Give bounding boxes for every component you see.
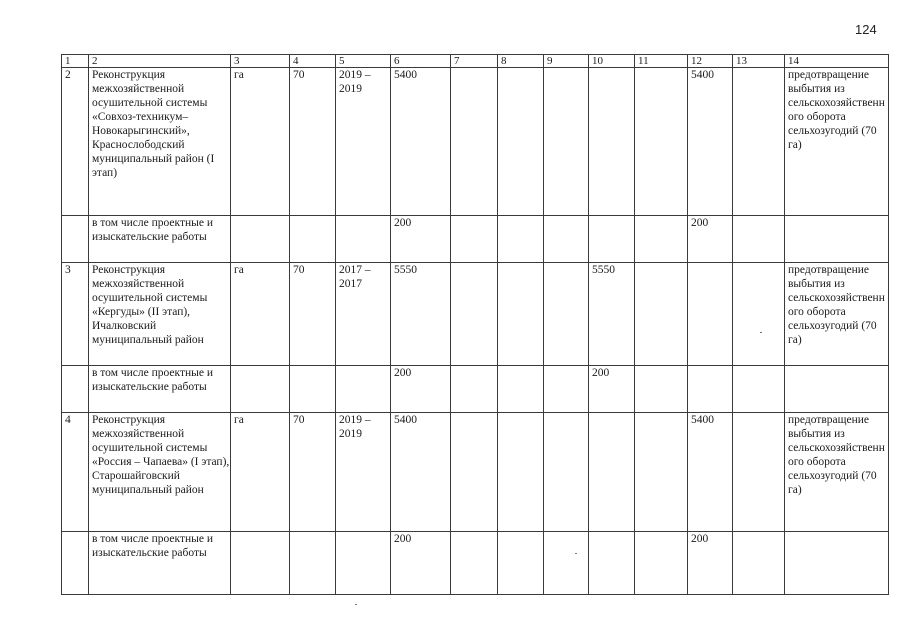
value-cell <box>733 413 785 532</box>
header-row <box>62 55 889 68</box>
period-cell: 2019 – 2019 <box>336 413 391 532</box>
total-cell: 5400 <box>391 68 451 216</box>
header-cell: 1 <box>62 55 89 68</box>
area-cell: 70 <box>290 68 336 216</box>
table-row <box>62 68 889 216</box>
empty-cell <box>451 532 498 595</box>
empty-cell <box>635 366 688 413</box>
empty-cell <box>785 366 889 413</box>
unit-cell: га <box>231 263 290 366</box>
period-cell: 2019 – 2019 <box>336 68 391 216</box>
value-cell <box>451 413 498 532</box>
result-cell: предотвращение выбытия из сельскохозяйственного оборота сельхозугодий (70 га) <box>785 413 889 532</box>
empty-cell <box>231 366 290 413</box>
header-cell: 6 <box>391 55 451 68</box>
value-cell <box>589 413 635 532</box>
total-cell: 5550 <box>391 263 451 366</box>
value-cell <box>635 413 688 532</box>
value-cell <box>544 68 589 216</box>
empty-cell <box>336 532 391 595</box>
empty-cell <box>733 532 785 595</box>
table-subrow <box>62 366 889 413</box>
subrow-description: в том числе проектные и изыскательские работы <box>89 366 231 413</box>
empty-cell <box>635 216 688 263</box>
empty-cell <box>62 216 89 263</box>
header-cell: 4 <box>290 55 336 68</box>
value-cell <box>589 216 635 263</box>
empty-cell <box>498 216 544 263</box>
value-cell: 200 <box>688 216 733 263</box>
empty-cell <box>498 532 544 595</box>
value-cell: 200 <box>688 532 733 595</box>
empty-cell <box>498 366 544 413</box>
project-description: Реконструкция межхозяйственной осушительной системы «Совхоз-техникум–Новокарыгинский», Краснослободский муниципальный район (I этап) <box>89 68 231 216</box>
table-subrow <box>62 216 889 263</box>
empty-cell <box>62 532 89 595</box>
empty-cell <box>336 366 391 413</box>
value-cell: 5550 <box>589 263 635 366</box>
table-subrow <box>62 532 889 595</box>
empty-cell <box>290 366 336 413</box>
value-cell <box>733 263 785 366</box>
header-cell: 11 <box>635 55 688 68</box>
empty-cell <box>544 366 589 413</box>
unit-cell: га <box>231 68 290 216</box>
result-cell: предотвращение выбытия из сельскохозяйственного оборота сельхозугодий (70 га) <box>785 263 889 366</box>
header-cell: 9 <box>544 55 589 68</box>
header-cell: 10 <box>589 55 635 68</box>
scan-speck <box>760 332 762 333</box>
header-cell: 13 <box>733 55 785 68</box>
unit-cell: га <box>231 413 290 532</box>
value-cell <box>544 263 589 366</box>
period-cell: 2017 – 2017 <box>336 263 391 366</box>
total-cell: 5400 <box>391 413 451 532</box>
area-cell: 70 <box>290 413 336 532</box>
empty-cell <box>290 532 336 595</box>
total-cell: 200 <box>391 532 451 595</box>
value-cell <box>635 68 688 216</box>
header-cell: 3 <box>231 55 290 68</box>
header-cell: 5 <box>336 55 391 68</box>
empty-cell <box>231 532 290 595</box>
table-row <box>62 413 889 532</box>
header-cell: 12 <box>688 55 733 68</box>
value-cell <box>589 68 635 216</box>
empty-cell <box>544 532 589 595</box>
row-number: 4 <box>62 413 89 532</box>
empty-cell <box>544 216 589 263</box>
empty-cell <box>336 216 391 263</box>
area-cell: 70 <box>290 263 336 366</box>
value-cell: 5400 <box>688 413 733 532</box>
empty-cell <box>785 216 889 263</box>
value-cell <box>688 366 733 413</box>
value-cell <box>688 263 733 366</box>
value-cell <box>498 413 544 532</box>
empty-cell <box>290 216 336 263</box>
value-cell <box>451 263 498 366</box>
value-cell <box>498 68 544 216</box>
result-cell: предотвращение выбытия из сельскохозяйственного оборота сельхозугодий (70 га) <box>785 68 889 216</box>
empty-cell <box>62 366 89 413</box>
investment-table <box>61 54 889 595</box>
empty-cell <box>451 216 498 263</box>
row-number: 3 <box>62 263 89 366</box>
table-row <box>62 263 889 366</box>
value-cell <box>498 263 544 366</box>
header-cell: 14 <box>785 55 889 68</box>
header-cell: 2 <box>89 55 231 68</box>
value-cell <box>544 413 589 532</box>
row-number: 2 <box>62 68 89 216</box>
total-cell: 200 <box>391 216 451 263</box>
value-cell: 5400 <box>688 68 733 216</box>
header-cell: 7 <box>451 55 498 68</box>
scan-speck <box>575 553 577 554</box>
empty-cell <box>785 532 889 595</box>
value-cell: 200 <box>589 366 635 413</box>
empty-cell <box>635 532 688 595</box>
value-cell <box>589 532 635 595</box>
value-cell <box>635 263 688 366</box>
subrow-description: в том числе проектные и изыскательские работы <box>89 532 231 595</box>
value-cell <box>733 68 785 216</box>
empty-cell <box>231 216 290 263</box>
empty-cell <box>733 216 785 263</box>
subrow-description: в том числе проектные и изыскательские работы <box>89 216 231 263</box>
total-cell: 200 <box>391 366 451 413</box>
project-description: Реконструкция межхозяйственной осушительной системы «Кергуды» (II этап), Ичалковский муниципальный район <box>89 263 231 366</box>
header-cell: 8 <box>498 55 544 68</box>
value-cell <box>451 68 498 216</box>
empty-cell <box>451 366 498 413</box>
page-number: 124 <box>855 22 877 37</box>
scan-speck <box>355 604 357 605</box>
empty-cell <box>733 366 785 413</box>
project-description: Реконструкция межхозяйственной осушительной системы «Россия – Чапаева» (I этап), Старошайговский муниципальный район <box>89 413 231 532</box>
